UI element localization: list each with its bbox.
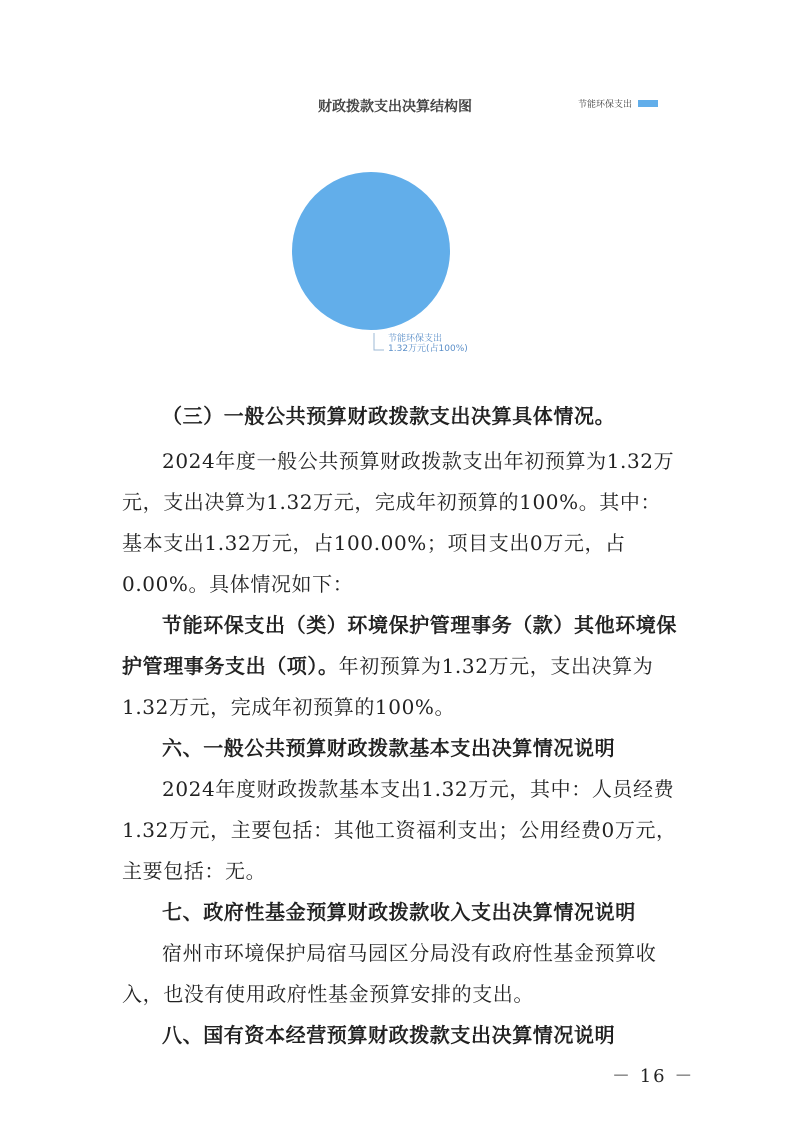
chart-legend	[578, 97, 658, 110]
chart-title: 财政拨款支出决算结构图	[318, 99, 472, 115]
pie-label-leader-line	[374, 333, 384, 350]
section6-heading: 六、一般公共预算财政拨款基本支出决算情况说明	[162, 736, 616, 760]
pie-slice-label-value: 1.32万元(占100%)	[388, 344, 468, 354]
section3-heading-text: （三）一般公共预算财政拨款支出决算具体情况。	[162, 404, 616, 428]
section3-item-detail: 年初预算为1.32万元，支出决算为1.32万元，完成年初预算的100%。	[122, 654, 654, 719]
pie-slice-label	[388, 334, 468, 354]
section3-paragraph-1: 2024年度一般公共预算财政拨款支出年初预算为1.32万元，支出决算为1.32万元，完成年初预算的100%。其中：基本支出1.32万元，占100.00%；项目支出0万元，占0.00%。具体情况如下：	[122, 449, 675, 596]
pie-slice-energy-environment	[292, 172, 450, 330]
legend-swatch	[638, 100, 658, 107]
page-number: － 16 －	[612, 1066, 695, 1087]
section3-heading	[122, 396, 678, 437]
section3-paragraph-2	[122, 605, 678, 728]
section3-item-title: 节能环保支出（类）环境保护管理事务（款）其他环境保护管理事务支出（项）。	[122, 613, 677, 678]
section6-paragraph: 2024年度财政拨款基本支出1.32万元，其中：人员经费1.32万元，主要包括：其他工资福利支出；公用经费0万元，主要包括：无。	[122, 777, 677, 883]
section7-heading: 七、政府性基金预算财政拨款收入支出决算情况说明	[162, 900, 636, 924]
legend-label: 节能环保支出	[578, 100, 633, 110]
section8-heading: 八、国有资本经营预算财政拨款支出决算情况说明	[162, 1023, 616, 1047]
pie-chart	[280, 155, 480, 355]
section7-paragraph: 宿州市环境保护局宿马园区分局没有政府性基金预算收入，也没有使用政府性基金预算安排的支出。	[122, 941, 657, 1006]
pie-slice-label-name: 节能环保支出	[388, 334, 443, 344]
